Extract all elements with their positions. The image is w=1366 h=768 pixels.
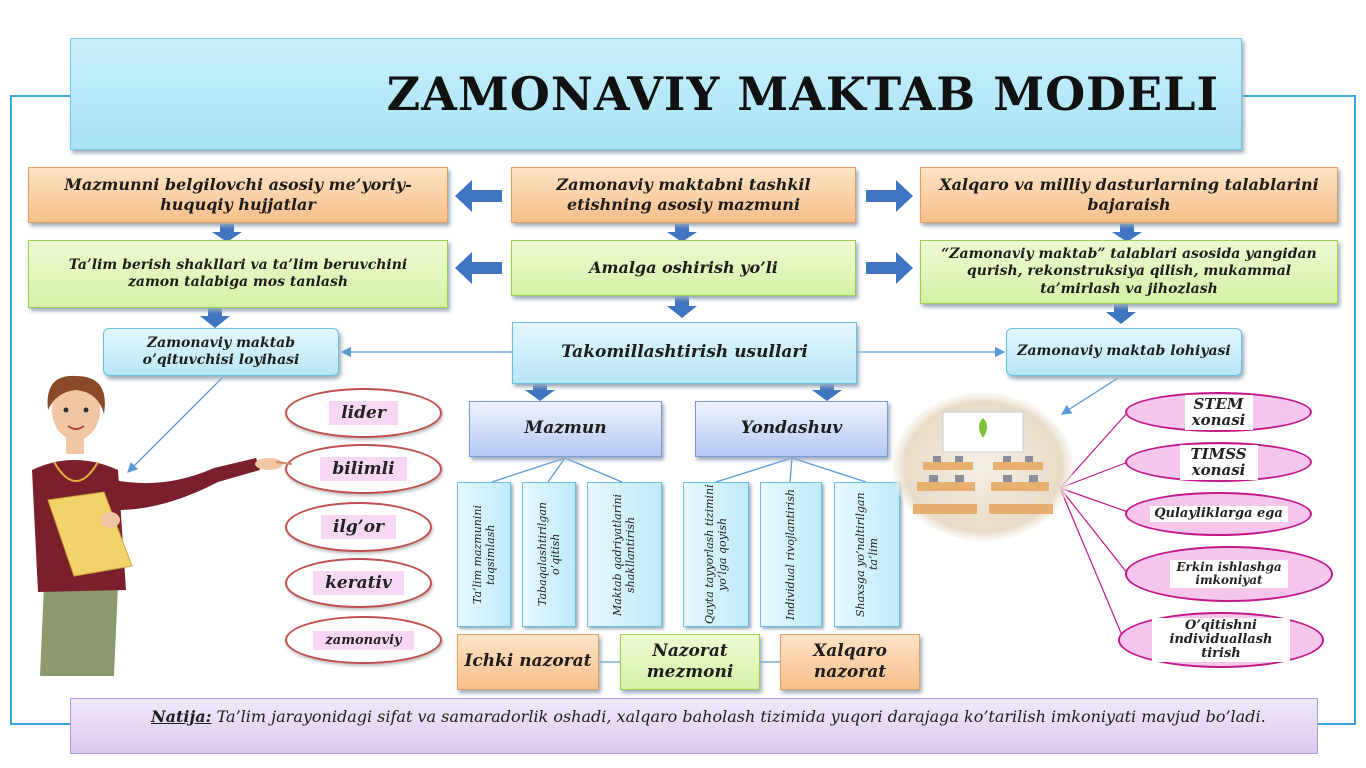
vertical-item: Qayta tayyorlash tizimini yo’lga qoyish [683, 482, 749, 627]
teacher-illustration [14, 370, 294, 676]
school-project-box: Zamonaviy maktab lohiyasi [1006, 328, 1242, 376]
programs-requirements-box: Xalqaro va milliy dasturlarning talablarini bajaraish [920, 167, 1338, 223]
page-title: ZAMONAVIY MAKTAB MODELI [386, 67, 1219, 121]
feature-ellipse: TIMSS xonasi [1125, 442, 1312, 482]
teaching-forms-box: Ta’lim berish shakllari va ta’lim beruvchini zamon talabiga mos tanlash [28, 240, 448, 308]
arrow-left-icon [455, 252, 502, 284]
approach-branch-box: Yondashuv [695, 401, 888, 457]
vertical-item: Tabaqalashtirilgan o’qitish [522, 482, 576, 627]
arrow-down-icon [1106, 304, 1136, 324]
result-box [70, 698, 1318, 754]
feature-ellipse: STEM xonasi [1125, 392, 1312, 432]
main-content-box: Zamonaviy maktabni tashkil etishning asosiy mazmuni [511, 167, 856, 223]
control-content-box: Nazorat mezmoni [620, 634, 760, 690]
vertical-item: Ta’lim mazmunini taqsimlash [457, 482, 511, 627]
trait-ellipse: kerativ [285, 558, 432, 608]
vertical-item: Individual rivojlantirish [760, 482, 822, 627]
external-control-box: Xalqaro nazorat [780, 634, 920, 690]
legal-documents-box: Mazmunni belgilovchi asosiy me’yoriy-huquqiy hujjatlar [28, 167, 448, 223]
result-label: Natija: [151, 707, 212, 726]
feature-ellipse: Qulayliklarga ega [1125, 492, 1312, 536]
classroom-illustration [893, 392, 1073, 542]
improvement-methods-box: Takomillashtirish usullari [512, 322, 857, 384]
internal-control-box: Ichki nazorat [457, 634, 599, 690]
vertical-item: Shaxsga yo’naltirilgan ta’lim [834, 482, 900, 627]
arrow-right-icon [866, 180, 913, 212]
teacher-project-box: Zamonaviy maktab o’qituvchisi loyihasi [103, 328, 339, 376]
construction-box: “Zamonaviy maktab” talablari asosida yangidan qurish, rekonstruksiya qilish, mukammal ta’mirlash va jihozlash [920, 240, 1338, 304]
result-text: Ta’lim jarayonidagi sifat va samaradorlik oshadi, xalqaro baholash tizimida yuqori darajaga ko’tarilish imkoniyati mavjud bo’ladi. [216, 707, 1266, 726]
trait-ellipse: ilg’or [285, 502, 432, 552]
feature-ellipse: Erkin ishlashga imkoniyat [1125, 546, 1333, 602]
arrow-down-icon [812, 383, 842, 401]
trait-ellipse: zamonaviy [285, 616, 442, 664]
implementation-way-box: Amalga oshirish yo’li [511, 240, 856, 296]
arrow-down-icon [525, 383, 555, 401]
arrow-down-icon [667, 296, 697, 318]
feature-ellipse: O’qitishni individuallash tirish [1118, 612, 1324, 668]
trait-ellipse: lider [285, 388, 442, 438]
title-banner [70, 38, 1242, 150]
arrow-right-icon [866, 252, 913, 284]
content-branch-box: Mazmun [469, 401, 662, 457]
trait-ellipse: bilimli [285, 444, 442, 494]
vertical-item: Maktab qadriyatlarini shakllantirish [587, 482, 662, 627]
arrow-down-icon [200, 306, 230, 328]
arrow-left-icon [455, 180, 502, 212]
